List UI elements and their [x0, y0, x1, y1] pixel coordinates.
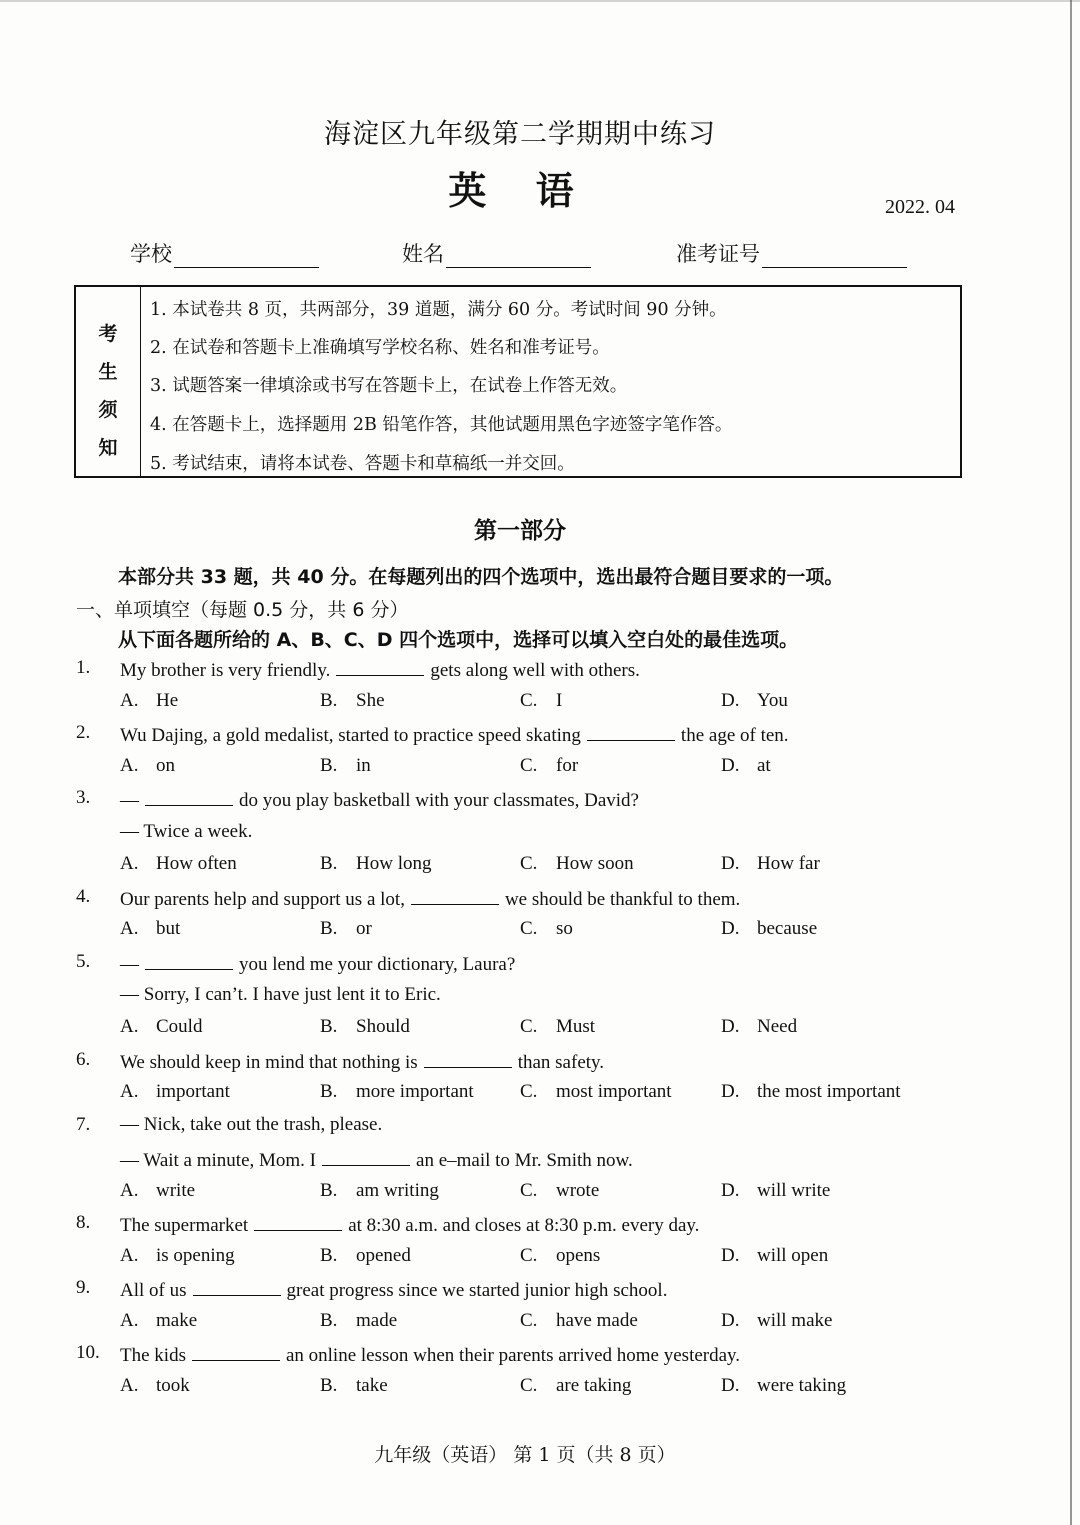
stem-before: All of us	[120, 1280, 187, 1301]
option-d[interactable]	[721, 1245, 828, 1267]
option-text: on	[156, 755, 175, 776]
option-a[interactable]	[120, 1245, 235, 1267]
answer-blank[interactable]	[145, 951, 233, 970]
option-key: D.	[721, 918, 740, 939]
option-text: for	[556, 755, 579, 776]
option-key: D.	[721, 690, 740, 711]
option-text: at	[757, 755, 771, 776]
option-text: so	[556, 918, 573, 939]
option-b[interactable]	[320, 1016, 410, 1038]
option-text: Should	[356, 1016, 410, 1037]
option-text: will open	[757, 1245, 829, 1266]
stem-before: The kids	[120, 1345, 186, 1366]
option-text: wrote	[556, 1180, 600, 1201]
question-number: 10.	[76, 1342, 100, 1363]
option-key: B.	[320, 1375, 338, 1396]
exam-date: 2022. 04	[885, 196, 955, 218]
option-d[interactable]	[721, 1180, 830, 1202]
notice-rule: 4. 在答题卡上，选择题用 2B 铅笔作答，其他试题用黑色字迹签字笔作答。	[150, 415, 733, 435]
option-b[interactable]	[320, 1180, 439, 1202]
question-stem	[120, 787, 639, 812]
option-b[interactable]	[320, 690, 385, 712]
option-text: because	[757, 918, 818, 939]
option-key: C.	[520, 918, 538, 939]
option-text: Need	[757, 1016, 798, 1037]
option-c[interactable]	[520, 1016, 595, 1038]
option-key: C.	[520, 1375, 538, 1396]
question-reply: — Twice a week.	[120, 821, 253, 842]
option-key: A.	[120, 1016, 139, 1037]
option-key: A.	[120, 1245, 139, 1266]
option-text: How soon	[556, 853, 634, 874]
option-c[interactable]	[520, 1180, 599, 1202]
option-a[interactable]	[120, 1016, 202, 1038]
option-b[interactable]	[320, 918, 372, 940]
name-label: 姓名	[402, 242, 444, 266]
option-key: B.	[320, 1180, 338, 1201]
stem-before: — Wait a minute, Mom. I	[120, 1150, 317, 1171]
stem-before: We should keep in mind that nothing is	[120, 1052, 418, 1073]
option-d[interactable]	[721, 1016, 797, 1038]
page-footer: 九年级（英语） 第 1 页（共 8 页）	[374, 1444, 676, 1466]
notice-side-char: 生	[98, 361, 118, 383]
scan-border-right	[1070, 0, 1072, 1525]
exam-title: 海淀区九年级第二学期期中练习	[324, 119, 716, 150]
answer-blank[interactable]	[192, 1342, 280, 1361]
answer-blank[interactable]	[336, 657, 424, 676]
option-b[interactable]	[320, 1245, 411, 1267]
question-stem-line2	[120, 1147, 633, 1172]
notice-side-label	[76, 287, 141, 476]
answer-blank[interactable]	[145, 787, 233, 806]
option-text: am writing	[356, 1180, 439, 1201]
option-text: opens	[556, 1245, 601, 1266]
option-text: write	[156, 1180, 196, 1201]
question-stem	[120, 1277, 667, 1302]
option-d[interactable]	[721, 853, 820, 875]
stem-after: do you play basketball with your classmates, David?	[239, 790, 639, 811]
part-intro: 本部分共 33 题，共 40 分。在每题列出的四个选项中，选出最符合题目要求的一项。	[118, 566, 844, 588]
option-text: How often	[156, 853, 237, 874]
option-b[interactable]	[320, 1375, 388, 1397]
option-key: B.	[320, 755, 338, 776]
stem-before: — Nick, take out the trash, please.	[120, 1114, 383, 1135]
option-b[interactable]	[320, 755, 371, 777]
option-text: opened	[356, 1245, 411, 1266]
stem-after: we should be thankful to them.	[504, 889, 741, 910]
option-text: are taking	[556, 1375, 632, 1396]
option-c[interactable]	[520, 1375, 631, 1397]
option-text: Could	[156, 1016, 203, 1037]
option-text: make	[156, 1310, 198, 1331]
option-key: C.	[520, 1180, 538, 1201]
part-title: 第一部分	[474, 518, 566, 544]
option-c[interactable]	[520, 755, 578, 777]
answer-blank[interactable]	[193, 1277, 281, 1296]
option-a[interactable]	[120, 853, 237, 875]
option-c[interactable]	[520, 690, 562, 712]
option-key: C.	[520, 1310, 538, 1331]
option-text: She	[356, 690, 385, 711]
option-key: A.	[120, 1180, 139, 1201]
option-text: is opening	[156, 1245, 235, 1266]
option-a[interactable]	[120, 1180, 195, 1202]
question-stem	[120, 951, 515, 976]
option-a[interactable]	[120, 1310, 197, 1332]
stem-after: gets along well with others.	[430, 660, 640, 681]
stem-after: than safety.	[517, 1052, 605, 1073]
option-c[interactable]	[520, 918, 573, 940]
option-key: B.	[320, 1016, 338, 1037]
option-a[interactable]	[120, 1081, 230, 1103]
notice-box	[74, 285, 962, 478]
option-text: How long	[356, 853, 432, 874]
stem-after: great progress since we started junior high school.	[286, 1280, 668, 1301]
stem-after: at 8:30 a.m. and closes at 8:30 p.m. every day.	[348, 1215, 700, 1236]
answer-blank[interactable]	[424, 1049, 512, 1068]
question-number: 6.	[76, 1049, 91, 1070]
option-key: D.	[721, 1180, 740, 1201]
option-key: B.	[320, 853, 338, 874]
option-d[interactable]	[721, 1375, 846, 1397]
option-d[interactable]	[721, 690, 788, 712]
option-text: most important	[556, 1081, 672, 1102]
exam-id-blank[interactable]	[762, 245, 907, 268]
question-number: 7.	[76, 1114, 91, 1135]
question-number: 4.	[76, 886, 91, 907]
option-key: D.	[721, 853, 740, 874]
option-c[interactable]	[520, 1310, 638, 1332]
option-key: A.	[120, 1081, 139, 1102]
stem-before: —	[120, 954, 139, 975]
question-number: 5.	[76, 951, 91, 972]
stem-before: Wu Dajing, a gold medalist, started to practice speed skating	[120, 725, 581, 746]
question-number: 9.	[76, 1277, 91, 1298]
stem-after: an online lesson when their parents arrived home yesterday.	[285, 1345, 741, 1366]
name-field[interactable]	[402, 238, 591, 268]
stem-before: —	[120, 790, 139, 811]
notice-side-char: 知	[98, 437, 118, 459]
option-text: took	[156, 1375, 190, 1396]
question-stem	[120, 886, 740, 911]
option-key: B.	[320, 690, 338, 711]
exam-id-label: 准考证号	[676, 242, 760, 266]
option-key: D.	[721, 1016, 740, 1037]
option-text: or	[356, 918, 372, 939]
question-stem	[120, 722, 789, 747]
stem-after: the age of ten.	[680, 725, 789, 746]
option-text: more important	[356, 1081, 474, 1102]
option-text: made	[356, 1310, 398, 1331]
question-number: 8.	[76, 1212, 91, 1233]
option-key: C.	[520, 1245, 538, 1266]
notice-side-char: 须	[98, 399, 118, 421]
question-stem	[120, 1342, 740, 1367]
school-field[interactable]	[130, 238, 319, 268]
option-key: A.	[120, 755, 139, 776]
option-key: A.	[120, 853, 139, 874]
scan-border-top	[0, 0, 1080, 2]
option-a[interactable]	[120, 755, 175, 777]
option-c[interactable]	[520, 1245, 600, 1267]
option-text: in	[356, 755, 371, 776]
option-text: I	[556, 690, 563, 711]
answer-blank[interactable]	[254, 1212, 342, 1231]
option-text: will write	[757, 1180, 831, 1201]
option-key: C.	[520, 1081, 538, 1102]
option-text: have made	[556, 1310, 638, 1331]
question-reply: — Sorry, I can’t. I have just lent it to Eric.	[120, 984, 441, 1005]
option-d[interactable]	[721, 755, 771, 777]
option-key: B.	[320, 918, 338, 939]
question-stem	[120, 1212, 699, 1237]
option-key: D.	[721, 1310, 740, 1331]
question-stem	[120, 657, 640, 682]
question-number: 1.	[76, 657, 91, 678]
option-key: D.	[721, 1081, 740, 1102]
answer-blank[interactable]	[322, 1147, 410, 1166]
school-label: 学校	[130, 242, 172, 266]
option-text: important	[156, 1081, 230, 1102]
option-text: will make	[757, 1310, 833, 1331]
stem-before: Our parents help and support us a lot,	[120, 889, 405, 910]
option-key: D.	[721, 1375, 740, 1396]
notice-rule: 5. 考试结束，请将本试卷、答题卡和草稿纸一并交回。	[150, 454, 575, 474]
name-blank[interactable]	[446, 245, 591, 268]
option-key: C.	[520, 1016, 538, 1037]
option-d[interactable]	[721, 918, 817, 940]
answer-blank[interactable]	[587, 722, 675, 741]
section-instruction: 从下面各题所给的 A、B、C、D 四个选项中，选择可以填入空白处的最佳选项。	[118, 629, 799, 651]
option-b[interactable]	[320, 853, 431, 875]
option-c[interactable]	[520, 1081, 672, 1103]
option-key: D.	[721, 755, 740, 776]
option-key: C.	[520, 755, 538, 776]
option-key: A.	[120, 1375, 139, 1396]
option-text: You	[757, 690, 788, 711]
option-text: take	[356, 1375, 388, 1396]
stem-before: My brother is very friendly.	[120, 660, 331, 681]
option-a[interactable]	[120, 1375, 190, 1397]
stem-after: an e–mail to Mr. Smith now.	[416, 1150, 633, 1171]
option-text: the most important	[757, 1081, 901, 1102]
notice-side-char: 考	[98, 323, 118, 345]
question-stem	[120, 1049, 604, 1074]
option-key: A.	[120, 918, 139, 939]
notice-rule: 1. 本试卷共 8 页，共两部分，39 道题，满分 60 分。考试时间 90 分钟。	[150, 300, 727, 320]
option-key: B.	[320, 1245, 338, 1266]
option-text: He	[156, 690, 179, 711]
option-key: C.	[520, 853, 538, 874]
school-blank[interactable]	[174, 245, 319, 268]
option-b[interactable]	[320, 1081, 474, 1103]
option-d[interactable]	[721, 1310, 832, 1332]
option-key: A.	[120, 1310, 139, 1331]
option-text: How far	[757, 853, 820, 874]
notice-rule: 2. 在试卷和答题卡上准确填写学校名称、姓名和准考证号。	[150, 338, 610, 358]
option-text: were taking	[757, 1375, 847, 1396]
stem-before: The supermarket	[120, 1215, 249, 1236]
question-number: 2.	[76, 722, 91, 743]
exam-id-field[interactable]	[676, 238, 907, 268]
answer-blank[interactable]	[411, 886, 499, 905]
option-b[interactable]	[320, 1310, 397, 1332]
option-key: C.	[520, 690, 538, 711]
stem-after: you lend me your dictionary, Laura?	[239, 954, 516, 975]
notice-rule: 3. 试题答案一律填涂或书写在答题卡上，在试卷上作答无效。	[150, 376, 628, 396]
subject-title: 英 语	[448, 168, 592, 213]
option-key: B.	[320, 1081, 338, 1102]
option-c[interactable]	[520, 853, 634, 875]
option-text: but	[156, 918, 181, 939]
option-key: D.	[721, 1245, 740, 1266]
option-a[interactable]	[120, 690, 178, 712]
section-title: 一、单项填空（每题 0.5 分，共 6 分）	[76, 599, 409, 621]
option-key: B.	[320, 1310, 338, 1331]
question-number: 3.	[76, 787, 91, 808]
option-key: A.	[120, 690, 139, 711]
question-stem	[120, 1114, 382, 1136]
option-text: Must	[556, 1016, 596, 1037]
option-d[interactable]	[721, 1081, 901, 1103]
option-a[interactable]	[120, 918, 180, 940]
